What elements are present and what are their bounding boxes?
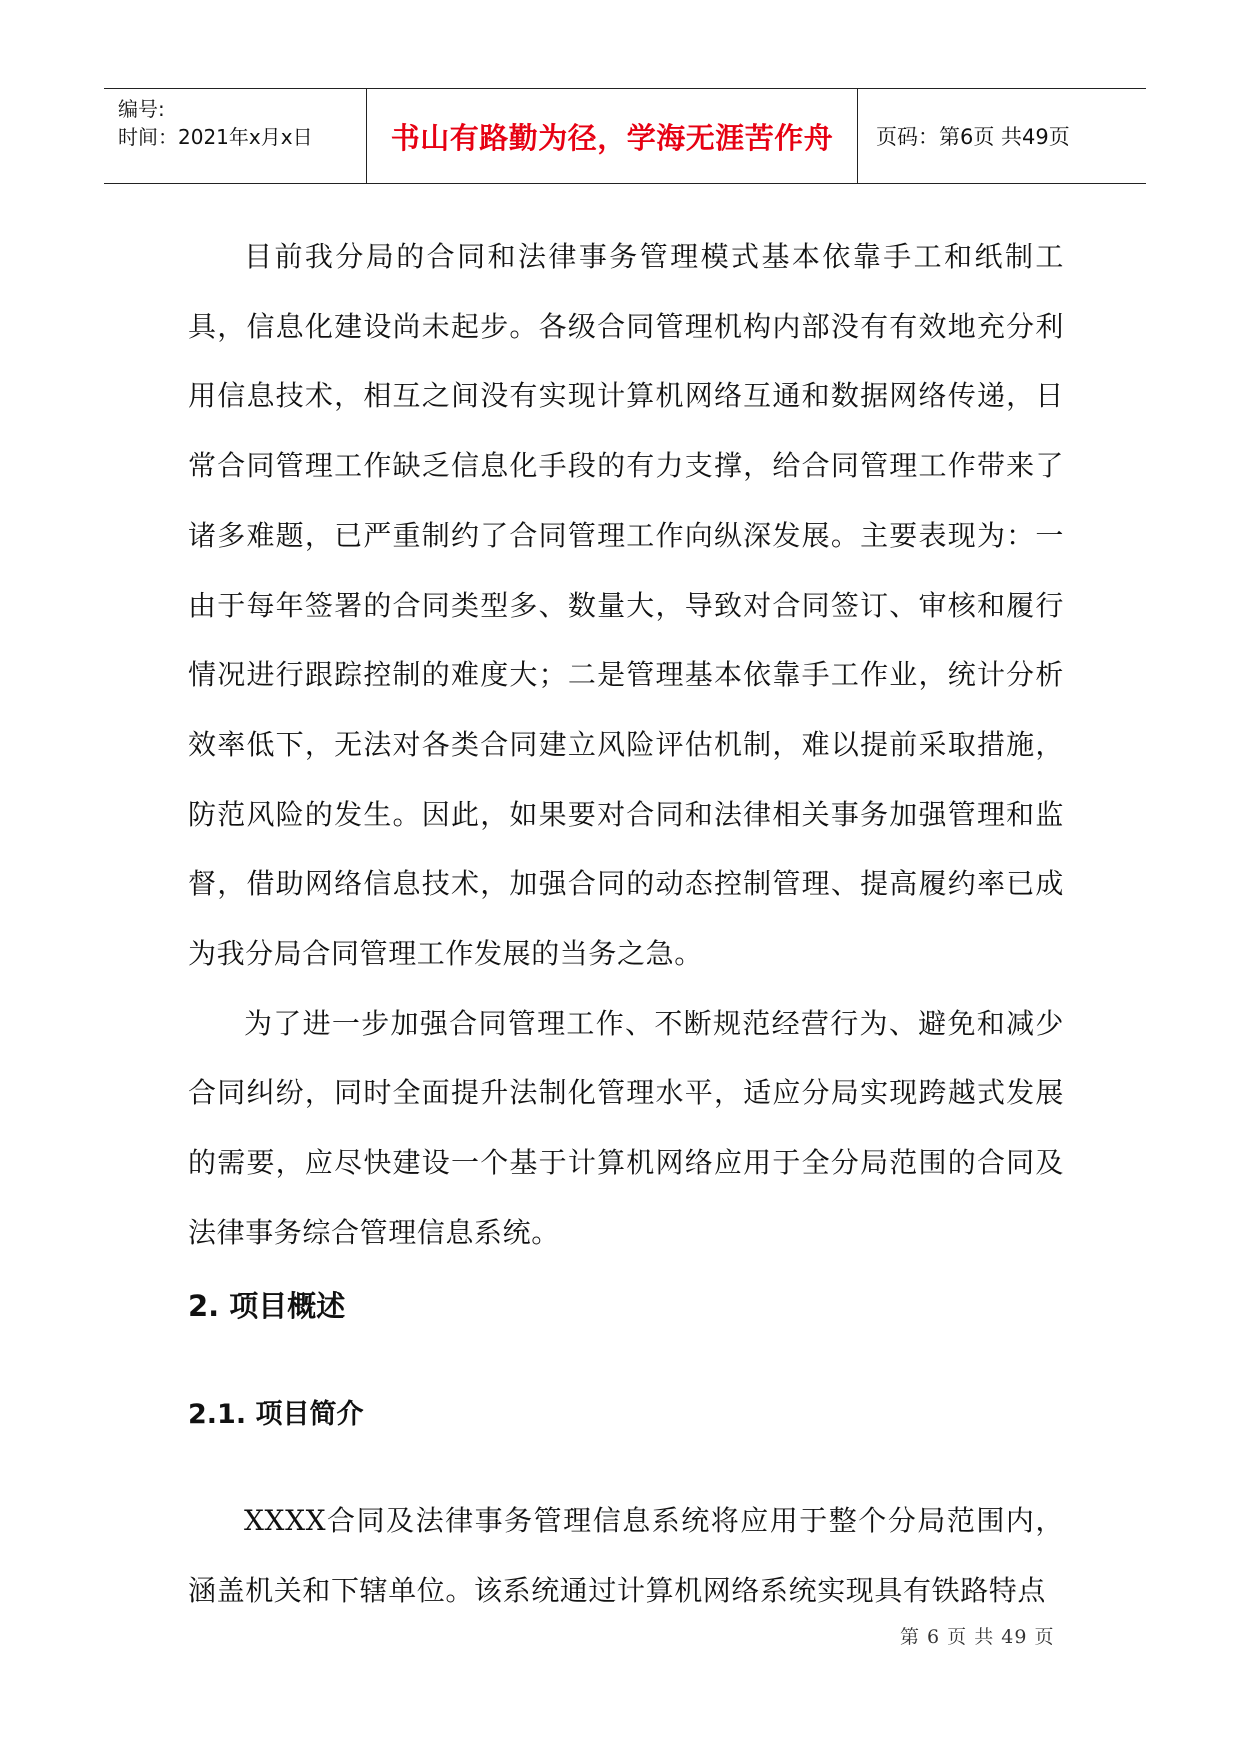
body-paragraph: 为了进一步加强合同管理工作、不断规范经营行为、避免和减少合同纠纷，同时全面提升法制化管理水平，适应分局实现跨越式发展的需要，应尽快建设一个基于计算机网络应用于全分局范围的合同及法律事务综合管理信息系统。 bbox=[188, 1006, 1064, 1249]
body-paragraph: 目前我分局的合同和法律事务管理模式基本依靠手工和纸制工具，信息化建设尚未起步。各级合同管理机构内部没有有效地充分利用信息技术，相互之间没有实现计算机网络互通和数据网络传递，日常合同管理工作缺乏信息化手段的有力支撑，给合同管理工作带来了诸多难题，已严重制约了合同管理工作向纵深发展。主要表现为：一由于每年签署的合同类型多、数量大，导致对合同签订、审核和履行情况进行跟踪控制的难度大；二是管理基本依靠手工作业，统计分析效率低下，无法对各类合同建立风险评估机制，难以提前采取措施，防范风险的发生。因此，如果要对合同和法律相关事务加强管理和监督，借助网络信息技术，加强合同的动态控制管理、提高履约率已成为我分局合同管理工作发展的当务之急。 bbox=[188, 240, 1064, 971]
intro-section bbox=[188, 1486, 1064, 1625]
document-body bbox=[188, 222, 1064, 1268]
header-motto: 书山有路勤为径，学海无涯苦作舟 bbox=[367, 89, 858, 183]
header-page-info: 页码：第6页 共49页 bbox=[876, 125, 1070, 149]
intro-paragraph: XXXX合同及法律事务管理信息系统将应用于整个分局范围内，涵盖机关和下辖单位。该系统通过计算机网络系统实现具有铁路特点 bbox=[188, 1504, 1064, 1607]
document-code-label: 编号: bbox=[118, 97, 165, 121]
section-heading: 2. 项目概述 bbox=[188, 1289, 346, 1323]
header-meta-cell bbox=[104, 89, 367, 183]
page-header bbox=[104, 88, 1146, 184]
document-time-label: 时间：2021年x月x日 bbox=[118, 125, 313, 149]
page-footer: 第 6 页 共 49 页 bbox=[900, 1626, 1055, 1648]
subsection-heading: 2.1. 项目简介 bbox=[188, 1399, 364, 1430]
